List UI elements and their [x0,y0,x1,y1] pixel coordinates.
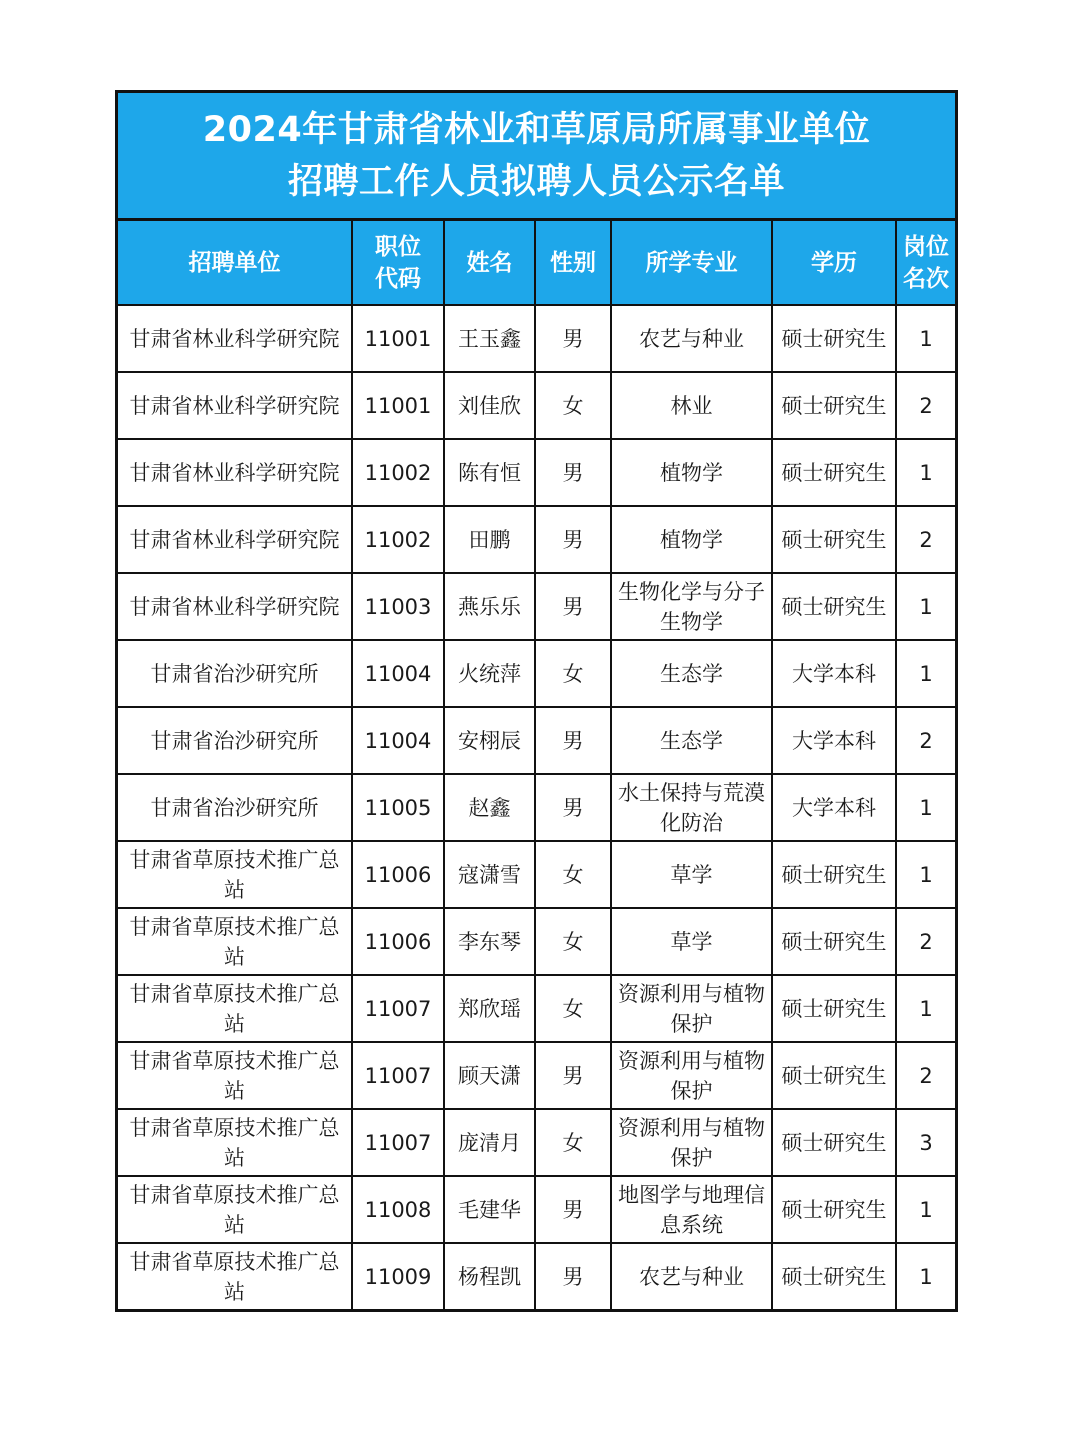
cell-name: 庞清月 [444,1109,535,1176]
cell-rank: 1 [896,640,955,707]
cell-name: 田鹏 [444,506,535,573]
table-row [118,1042,955,1109]
cell-name: 火统萍 [444,640,535,707]
table-row [118,841,955,908]
cell-education: 硕士研究生 [772,1243,896,1309]
cell-major: 资源利用与植物保护 [611,1109,772,1176]
cell-education: 大学本科 [772,640,896,707]
table-body [118,305,955,1309]
cell-gender: 男 [535,1042,611,1109]
cell-code: 11004 [352,640,444,707]
cell-unit: 甘肃省草原技术推广总站 [118,1243,352,1309]
cell-name: 王玉鑫 [444,305,535,372]
cell-education: 硕士研究生 [772,372,896,439]
cell-code: 11007 [352,1109,444,1176]
cell-gender: 男 [535,774,611,841]
cell-major: 植物学 [611,439,772,506]
cell-rank: 2 [896,506,955,573]
cell-code: 11002 [352,506,444,573]
cell-rank: 1 [896,439,955,506]
cell-rank: 1 [896,774,955,841]
table-row [118,305,955,372]
table-row [118,1109,955,1176]
cell-unit: 甘肃省林业科学研究院 [118,573,352,640]
cell-gender: 女 [535,372,611,439]
cell-education: 大学本科 [772,707,896,774]
cell-gender: 女 [535,975,611,1042]
cell-major: 植物学 [611,506,772,573]
cell-education: 大学本科 [772,774,896,841]
header-code [352,221,444,305]
announcement-sheet [115,90,958,1312]
cell-code: 11004 [352,707,444,774]
cell-major: 生态学 [611,707,772,774]
table-row [118,975,955,1042]
cell-unit: 甘肃省草原技术推广总站 [118,1176,352,1243]
cell-gender: 男 [535,707,611,774]
cell-rank: 2 [896,1042,955,1109]
header-major: 所学专业 [611,221,772,305]
cell-unit: 甘肃省林业科学研究院 [118,372,352,439]
cell-unit: 甘肃省草原技术推广总站 [118,1042,352,1109]
cell-name: 李东琴 [444,908,535,975]
cell-code: 11001 [352,305,444,372]
cell-code: 11009 [352,1243,444,1309]
cell-code: 11007 [352,1042,444,1109]
header-name: 姓名 [444,221,535,305]
cell-rank: 1 [896,975,955,1042]
header-code-line-1: 职位 [375,233,421,260]
cell-name: 郑欣瑶 [444,975,535,1042]
cell-major: 农艺与种业 [611,305,772,372]
cell-name: 刘佳欣 [444,372,535,439]
cell-unit: 甘肃省草原技术推广总站 [118,975,352,1042]
cell-rank: 2 [896,372,955,439]
cell-education: 硕士研究生 [772,439,896,506]
cell-code: 11005 [352,774,444,841]
cell-education: 硕士研究生 [772,506,896,573]
cell-rank: 3 [896,1109,955,1176]
header-rank-line-2: 名次 [903,265,949,292]
cell-name: 陈有恒 [444,439,535,506]
cell-unit: 甘肃省林业科学研究院 [118,305,352,372]
cell-gender: 男 [535,1243,611,1309]
cell-major: 生态学 [611,640,772,707]
table-row [118,707,955,774]
table-row [118,372,955,439]
cell-unit: 甘肃省草原技术推广总站 [118,908,352,975]
cell-major: 生物化学与分子生物学 [611,573,772,640]
cell-education: 硕士研究生 [772,1109,896,1176]
cell-gender: 女 [535,841,611,908]
cell-major: 草学 [611,841,772,908]
cell-gender: 女 [535,640,611,707]
cell-unit: 甘肃省治沙研究所 [118,707,352,774]
title-banner [118,93,955,221]
cell-code: 11003 [352,573,444,640]
cell-unit: 甘肃省草原技术推广总站 [118,841,352,908]
header-rank [896,221,955,305]
table-row [118,640,955,707]
cell-name: 毛建华 [444,1176,535,1243]
cell-code: 11007 [352,975,444,1042]
cell-unit: 甘肃省治沙研究所 [118,640,352,707]
title-line-1: 2024年甘肃省林业和草原局所属事业单位 [202,109,871,150]
cell-rank: 2 [896,908,955,975]
header-education: 学历 [772,221,896,305]
cell-code: 11001 [352,372,444,439]
cell-major: 资源利用与植物保护 [611,1042,772,1109]
cell-education: 硕士研究生 [772,573,896,640]
cell-education: 硕士研究生 [772,1042,896,1109]
cell-rank: 1 [896,305,955,372]
hiring-table [118,221,955,1309]
cell-major: 农艺与种业 [611,1243,772,1309]
cell-gender: 男 [535,305,611,372]
cell-rank: 1 [896,573,955,640]
cell-gender: 男 [535,1176,611,1243]
cell-name: 安栩辰 [444,707,535,774]
cell-education: 硕士研究生 [772,975,896,1042]
cell-unit: 甘肃省治沙研究所 [118,774,352,841]
header-unit: 招聘单位 [118,221,352,305]
cell-gender: 女 [535,908,611,975]
cell-code: 11006 [352,841,444,908]
cell-code: 11008 [352,1176,444,1243]
cell-code: 11006 [352,908,444,975]
header-code-line-2: 代码 [375,265,421,292]
cell-rank: 1 [896,1176,955,1243]
cell-major: 草学 [611,908,772,975]
cell-name: 寇潇雪 [444,841,535,908]
cell-rank: 1 [896,841,955,908]
cell-major: 地图学与地理信息系统 [611,1176,772,1243]
cell-name: 杨程凯 [444,1243,535,1309]
cell-name: 燕乐乐 [444,573,535,640]
table-row [118,1243,955,1309]
cell-code: 11002 [352,439,444,506]
cell-gender: 男 [535,573,611,640]
table-row [118,908,955,975]
cell-rank: 1 [896,1243,955,1309]
cell-unit: 甘肃省草原技术推广总站 [118,1109,352,1176]
title-line-2: 招聘工作人员拟聘人员公示名单 [287,161,785,202]
cell-major: 水土保持与荒漠化防治 [611,774,772,841]
cell-major: 资源利用与植物保护 [611,975,772,1042]
table-row [118,1176,955,1243]
header-gender: 性别 [535,221,611,305]
table-header-row [118,221,955,305]
table-row [118,774,955,841]
header-rank-line-1: 岗位 [903,233,949,260]
table-row [118,439,955,506]
cell-education: 硕士研究生 [772,908,896,975]
cell-unit: 甘肃省林业科学研究院 [118,506,352,573]
cell-education: 硕士研究生 [772,841,896,908]
cell-unit: 甘肃省林业科学研究院 [118,439,352,506]
table-row [118,506,955,573]
cell-gender: 女 [535,1109,611,1176]
cell-name: 赵鑫 [444,774,535,841]
cell-major: 林业 [611,372,772,439]
cell-gender: 男 [535,506,611,573]
cell-education: 硕士研究生 [772,1176,896,1243]
table-row [118,573,955,640]
cell-education: 硕士研究生 [772,305,896,372]
cell-name: 顾天潇 [444,1042,535,1109]
cell-gender: 男 [535,439,611,506]
cell-rank: 2 [896,707,955,774]
